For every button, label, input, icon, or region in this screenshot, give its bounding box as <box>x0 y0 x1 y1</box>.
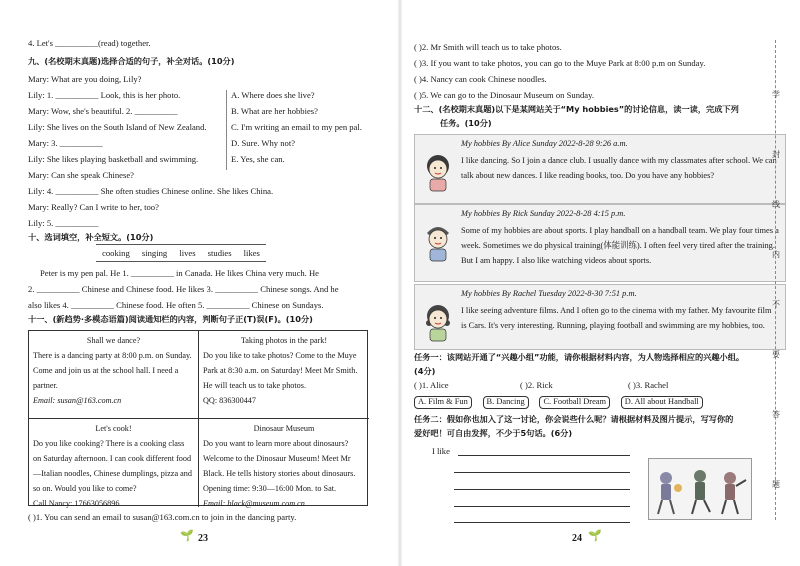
notice-board <box>28 330 368 506</box>
forum-post <box>414 284 786 350</box>
post-header: My hobbies By Alice Sunday 2022-8-28 9:26 a.m. <box>461 139 628 148</box>
person-item: ( )1. Alice <box>414 380 449 390</box>
binding-char: 不 <box>772 300 780 309</box>
notice-contact: Email: black@museum.com.cn <box>203 499 305 508</box>
word-bank-item: likes <box>243 247 260 258</box>
writing-line[interactable] <box>454 472 630 473</box>
section-9-title: 九、(名校期末真题)选择合适的句子，补全对话。(10分) <box>28 56 235 66</box>
word-bank-item: cooking <box>102 247 130 258</box>
page-number: 23 <box>198 533 208 544</box>
word-bank-item: studies <box>207 247 232 258</box>
notice-card <box>199 419 369 507</box>
dialog-line: Lily: She likes playing basketball and swimming. <box>28 154 199 164</box>
task-2-title: 任务二：假如你也加入了这一讨论，你会说些什么呢？请根据材料及图片提示，写写你的 <box>414 414 734 424</box>
dialog-line: Mary: Really? Can I write to her, too? <box>28 202 159 212</box>
tf-question: ( )1. You can send an email to susan@163.com.cn to join in the dancing party. <box>28 512 297 522</box>
section-11-title: 十一、(新趋势·多模态语篇)阅读通知栏的内容，判断句子正(T)误(F)。(10分) <box>28 314 313 324</box>
binding-char: 题 <box>772 480 780 489</box>
binding-char: 学 <box>772 90 780 99</box>
option-c: C. I'm writing an email to my pen pal. <box>231 122 362 132</box>
group-option-d: D. All about Handball <box>621 396 703 409</box>
girl-avatar-icon <box>421 301 455 343</box>
binding-char: 线 <box>772 200 780 209</box>
task-2-title-cont: 爱好吧！可自由发挥，不少于5句话。(6分) <box>414 428 573 438</box>
post-body: I like dancing. So I join a dance club. I usually dance with my classmates after school. We can talk about new dances. I like reading books, too. Do you have any hobbies? <box>461 156 777 180</box>
group-options <box>414 396 703 409</box>
girl-avatar-icon <box>421 151 455 193</box>
section-10-title: 十、选词填空，补全短文。(10分) <box>28 232 154 242</box>
dialog-line: Mary: 3. __________ <box>28 138 103 148</box>
options-box <box>226 90 366 170</box>
notice-body: Do you want to learn more about dinosaurs? Welcome to the Dinosaur Museum! Meet Mr Black. He tells history stories about dinosaurs. Opening time: 9:30—16:00 Mon. to Sat. <box>203 439 356 493</box>
notice-title: Dinosaur Museum <box>253 424 315 433</box>
passage-line: Peter is my pen pal. He 1. __________ in Canada. He likes China very much. He <box>40 268 319 278</box>
post-header: My hobbies By Rick Sunday 2022-8-28 4:15 p.m. <box>461 209 626 218</box>
binding-char: 内 <box>772 250 780 259</box>
sprout-icon: 🌱 <box>180 530 194 542</box>
word-bank-item: singing <box>141 247 168 258</box>
hobby-illustration-icon <box>648 458 752 520</box>
task-1-title: 任务一：该网站开通了“兴趣小组”功能，请你根据材料内容，为人物选择相应的兴趣小组。 <box>414 352 745 362</box>
notice-body: Do you like cooking? There is a cooking class on Saturday afternoon. I can cook different food—Italian noodles, Chinese dumplings, pizza and so on. Would you like to come? <box>33 439 192 493</box>
binding-char: 答 <box>772 410 780 419</box>
section-12-title: 十二、(名校期末真题)以下是某网站关于“My hobbies”的讨论信息，读一读，完成下列 <box>414 104 739 114</box>
binding-char: 封 <box>772 150 780 159</box>
binding-char: 要 <box>772 350 780 359</box>
writing-line[interactable] <box>454 522 630 523</box>
dialog-line: Lily: 1. __________ Look, this is her photo. <box>28 90 181 100</box>
group-option-b: B. Dancing <box>483 396 529 409</box>
boy-avatar-icon <box>421 221 455 263</box>
q4-line: 4. Let's __________(read) together. <box>28 38 151 48</box>
writing-line[interactable] <box>454 489 630 490</box>
notice-body: There is a dancing party at 8:00 p.m. on Sunday. Come and join us at the school hall. I need a partner. <box>33 351 192 390</box>
tf-question: ( )2. Mr Smith will teach us to take photos. <box>414 42 562 52</box>
group-option-c: C. Football Dream <box>539 396 610 409</box>
writing-line[interactable] <box>458 455 630 456</box>
dialog-line: Lily: 5. __________ <box>28 218 99 228</box>
dialog-line: Mary: What are you doing, Lily? <box>28 74 142 84</box>
word-bank-item: lives <box>179 247 196 258</box>
notice-contact: Call Nancy: 17663056896 <box>33 499 120 508</box>
option-b: B. What are her hobbies? <box>231 106 318 116</box>
dialog-line: Lily: 4. __________ She often studies Chinese online. She likes China. <box>28 186 274 196</box>
page-number: 24 <box>572 533 582 544</box>
task-1-score: (4分) <box>414 366 436 376</box>
sprout-icon: 🌱 <box>588 530 602 542</box>
notice-title: Taking photos in the park! <box>240 336 328 345</box>
notice-card <box>29 419 199 507</box>
dialog-line: Mary: Can she speak Chinese? <box>28 170 134 180</box>
person-item: ( )2. Rick <box>520 380 553 390</box>
notice-title: Shall we dance? <box>86 336 141 345</box>
post-body: Some of my hobbies are about sports. I play handball on a handball team. We play four times a week. Sometimes we do physical training(体能训练). I often feel very tired after the training. But I am happy. I also like watching videos about sports. <box>461 226 779 265</box>
writing-line[interactable] <box>454 506 630 507</box>
tf-question: ( )5. We can go to the Dinosaur Museum on Sunday. <box>414 90 594 100</box>
writing-start: I like <box>432 446 450 456</box>
option-a: A. Where does she live? <box>231 90 315 100</box>
dialog-line: Lily: She lives on the South Island of New Zealand. <box>28 122 207 132</box>
post-body: I like seeing adventure films. And I often go to the cinema with my father. My favourite film is Cars. It's very interesting. Running, playing football and swimming are my hobbies, too. <box>461 306 772 330</box>
passage-line: also likes 4. __________ Chinese food. He often 5. __________ Chinese on Sundays. <box>28 300 324 310</box>
tf-question: ( )4. Nancy can cook Chinese noodles. <box>414 74 547 84</box>
notice-card <box>199 331 369 419</box>
passage-line: 2. __________ Chinese and Chinese food. He likes 3. __________ Chinese songs. And he <box>28 284 339 294</box>
notice-contact: QQ: 836300447 <box>203 396 256 405</box>
group-option-a: A. Film & Fun <box>414 396 472 409</box>
tf-question: ( )3. If you want to take photos, you can go to the Muye Park at 8:00 p.m on Sunday. <box>414 58 706 68</box>
binding-line <box>775 40 776 520</box>
person-item: ( )3. Rachel <box>628 380 669 390</box>
post-header: My hobbies By Rachel Tuesday 2022-8-30 7:51 p.m. <box>461 289 637 298</box>
notice-card <box>29 331 199 419</box>
notice-contact: Email: susan@163.com.cn <box>33 396 122 405</box>
forum-post <box>414 134 786 204</box>
notice-title: Let's cook! <box>95 424 132 433</box>
word-bank <box>96 244 266 262</box>
forum-post <box>414 204 786 282</box>
notice-body: Do you like to take photos? Come to the Muye Park at 8:30 a.m. on Saturday! Meet Mr Smith. He will teach us to take photos. <box>203 351 358 390</box>
section-12-title-cont: 任务。(10分) <box>440 118 492 128</box>
option-e: E. Yes, she can. <box>231 154 285 164</box>
dialog-line: Mary: Wow, she's beautiful. 2. __________ <box>28 106 178 116</box>
option-d: D. Sure. Why not? <box>231 138 296 148</box>
